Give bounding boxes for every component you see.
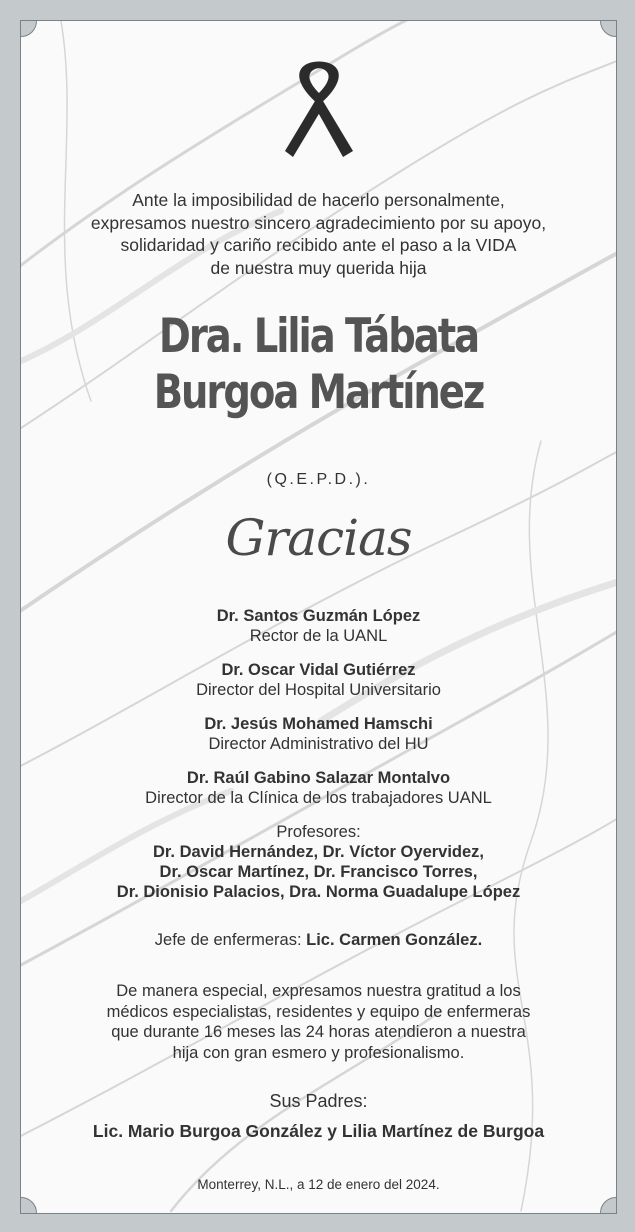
head-nurse-label: Jefe de enfermeras: (154, 931, 302, 949)
person-name: Dr. Oscar Vidal Gutiérrez (221, 661, 416, 679)
person-entry (21, 606, 616, 646)
special-line: que durante 16 meses las 24 horas atendieron a nuestra (111, 1023, 526, 1041)
card-content (21, 21, 616, 1213)
acknowledgment-list (21, 606, 616, 902)
person-entry (21, 768, 616, 808)
special-line: De manera especial, expresamos nuestra gratitud a los (116, 982, 521, 1000)
person-name: Dr. Raúl Gabino Salazar Montalvo (186, 769, 451, 787)
person-entry (21, 660, 616, 700)
deceased-name (75, 309, 563, 421)
condolence-card (20, 20, 617, 1214)
deceased-name-line-2: Burgoa Martínez (153, 365, 484, 420)
deceased-name-line-1: Dra. Lilia Tábata (158, 309, 479, 364)
mourning-ribbon-icon (285, 59, 353, 163)
parents-names: Lic. Mario Burgoa González y Lilia Martínez de Burgoa (92, 1121, 545, 1141)
special-line: hija con gran esmero y profesionalismo. (172, 1043, 465, 1062)
parents-title: Sus Padres: (269, 1091, 368, 1111)
profesores-line: Dr. Dionisio Palacios, Dra. Norma Guadalupe López (116, 883, 521, 901)
special-thanks (21, 981, 616, 1063)
person-name: Dr. Santos Guzmán López (216, 607, 421, 625)
profesores-title: Profesores: (276, 823, 361, 841)
profesores-line: Dr. Oscar Martínez, Dr. Francisco Torres, (159, 863, 478, 881)
head-nurse-name: Lic. Carmen González. (306, 931, 483, 949)
person-role: Rector de la UANL (249, 627, 388, 645)
person-role: Director de la Clínica de los trabajadores UANL (145, 789, 492, 807)
person-entry (21, 714, 616, 754)
special-line: médicos especialistas, residentes y equipo de enfermeras (106, 1002, 531, 1021)
intro-line: expresamos nuestro sincero agradecimiento por su apoyo, (90, 212, 547, 233)
intro-line: solidaridad y cariño recibido ante el paso a la VIDA (120, 235, 517, 255)
gracias-heading: Gracias (225, 509, 412, 567)
person-role: Director del Hospital Universitario (196, 681, 441, 699)
intro-text (21, 189, 616, 279)
head-nurse-line (21, 931, 616, 950)
intro-line: de nuestra muy querida hija (210, 257, 427, 278)
person-name: Dr. Jesús Mohamed Hamschi (204, 715, 433, 733)
person-role: Director Administrativo del HU (208, 735, 429, 753)
profesores-line: Dr. David Hernández, Dr. Víctor Oyervidez, (152, 843, 485, 861)
date-line: Monterrey, N.L., a 12 de enero del 2024. (197, 1177, 440, 1192)
qepd-label: (Q.E.P.D.). (266, 471, 371, 488)
intro-line: Ante la imposibilidad de hacerlo personalmente, (132, 190, 505, 210)
